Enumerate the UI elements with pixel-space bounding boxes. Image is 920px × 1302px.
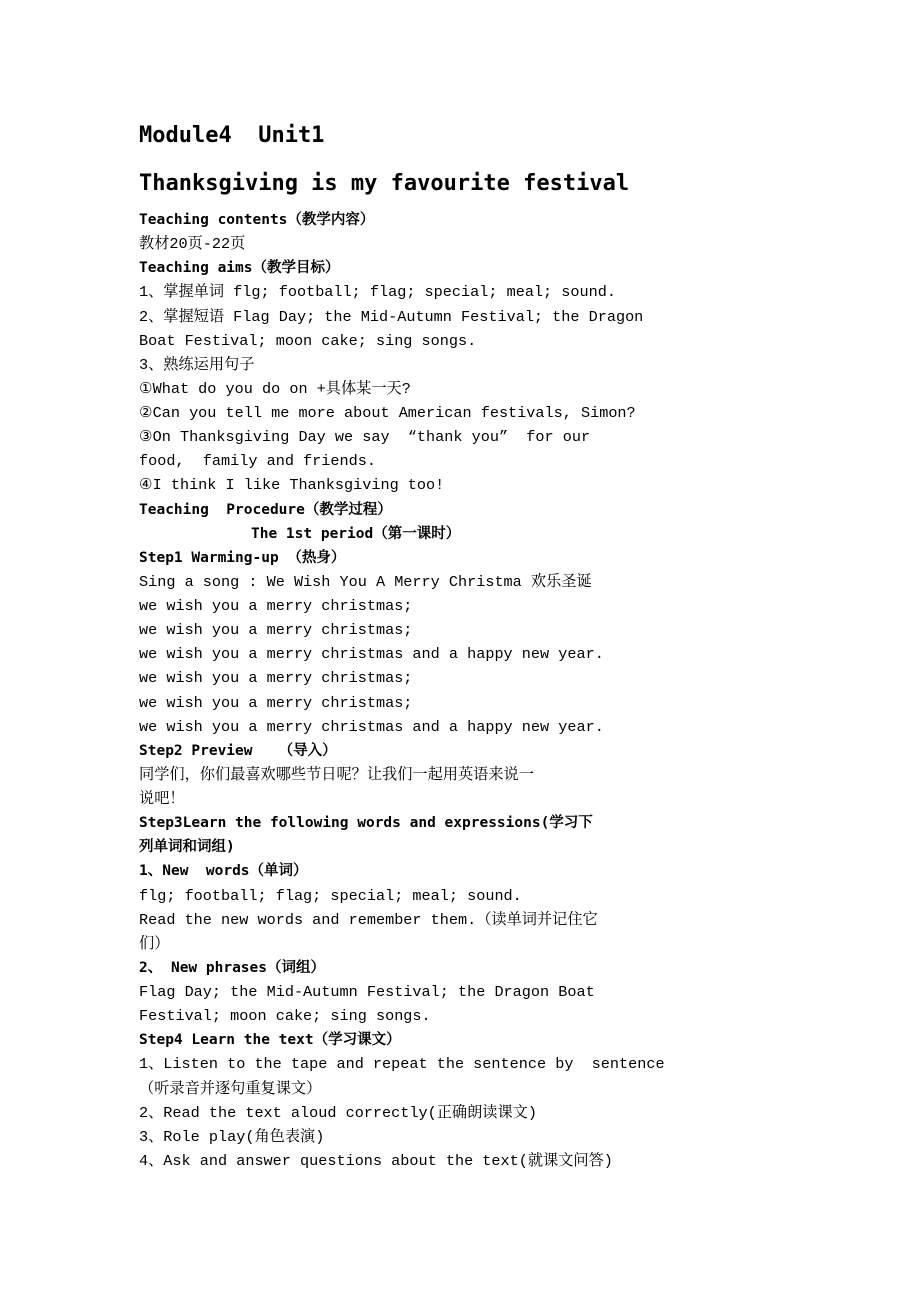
text-line: we wish you a merry christmas and a happy new year.	[139, 645, 604, 664]
text-line: 4、Ask and answer questions about the text(就课文问答)	[139, 1151, 613, 1170]
document-title: Module4 Unit1	[139, 123, 325, 148]
text-line: 1、掌握单词 flg; football; flag; special; meal; sound.	[139, 283, 616, 302]
text-line: 3、Role play(角色表演)	[139, 1127, 325, 1146]
document-body	[139, 208, 699, 1173]
lesson-title: Thanksgiving is my favourite festival	[139, 171, 630, 196]
text-line: Read the new words and remember them.（读单词并记住它	[139, 910, 598, 929]
text-line: 教材20页-22页	[139, 235, 246, 254]
text-line: we wish you a merry christmas and a happy new year.	[139, 717, 604, 736]
text-line: （听录音并逐句重复课文）	[139, 1079, 322, 1098]
section-heading: 2、 New phrases（词组）	[139, 959, 325, 976]
section-heading: 列单词和词组)	[139, 839, 235, 856]
section-heading: 1、New words（单词）	[139, 863, 308, 880]
section-heading: Step2 Preview （导入）	[139, 742, 337, 759]
section-heading: Teaching contents（教学内容）	[139, 212, 375, 228]
text-line: ①What do you do on +具体某一天?	[139, 379, 411, 398]
text-line: 3、熟练运用句子	[139, 355, 255, 374]
text-line: 1、Listen to the tape and repeat the sentence by sentence	[139, 1055, 665, 1074]
text-line: 同学们，你们最喜欢哪些节日呢？让我们一起用英语来说一	[139, 765, 534, 784]
text-line: Festival; moon cake; sing songs.	[139, 1007, 431, 1026]
text-line: we wish you a merry christmas;	[139, 621, 413, 640]
section-heading: The 1st period（第一课时）	[251, 525, 461, 542]
text-line: food, family and friends.	[139, 452, 376, 471]
text-line: ④I think I like Thanksgiving too!	[139, 476, 445, 495]
text-line: ③On Thanksgiving Day we say “thank you” for our	[139, 428, 591, 447]
section-heading: Step1 Warming-up （热身）	[139, 549, 346, 566]
text-line: Sing a song : We Wish You A Merry Christma 欢乐圣诞	[139, 572, 592, 591]
text-line: Boat Festival; moon cake; sing songs.	[139, 331, 477, 350]
text-line: flg; football; flag; special; meal; sound.	[139, 886, 522, 905]
text-line: we wish you a merry christmas;	[139, 693, 413, 712]
text-line: 2、掌握短语 Flag Day; the Mid-Autumn Festival; the Dragon	[139, 307, 644, 326]
section-heading: Step4 Learn the text（学习课文）	[139, 1032, 401, 1049]
section-heading: Step3Learn the following words and expressions(学习下	[139, 815, 593, 832]
section-heading: Teaching aims（教学目标）	[139, 260, 340, 277]
section-heading: Teaching Procedure（教学过程）	[139, 501, 392, 518]
text-line: 说吧！	[139, 790, 185, 808]
text-line: we wish you a merry christmas;	[139, 597, 413, 615]
text-line: Flag Day; the Mid-Autumn Festival; the Dragon Boat	[139, 983, 595, 1001]
text-line: 们）	[139, 934, 170, 953]
text-line: ②Can you tell me more about American festivals, Simon?	[139, 404, 636, 422]
text-line: 2、Read the text aloud correctly(正确朗读课文)	[139, 1103, 537, 1122]
text-line: we wish you a merry christmas;	[139, 669, 413, 688]
